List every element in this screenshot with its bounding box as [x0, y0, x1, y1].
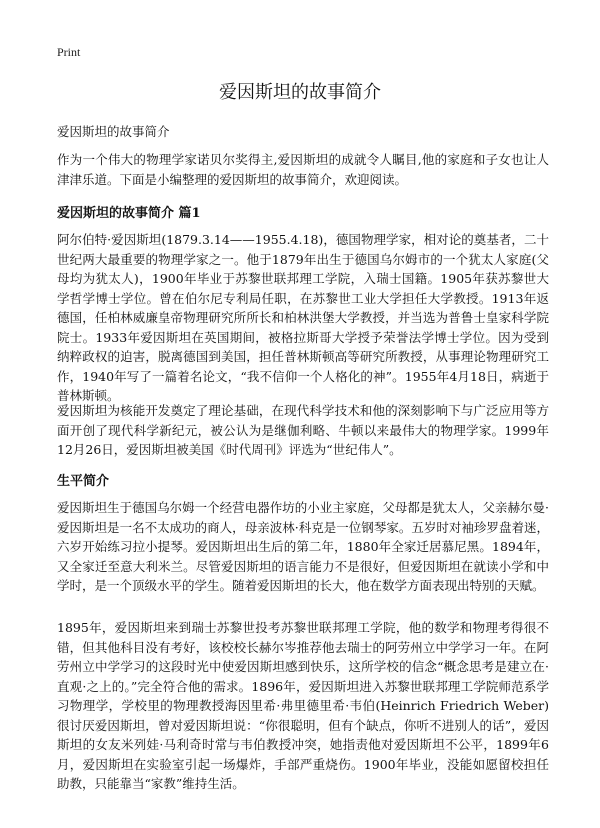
childhood-paragraph: 爱因斯坦生于德国乌尔姆一个经营电器作坊的小业主家庭，父母都是犹太人，父亲赫尔曼·爱因斯坦是一名不太成功的商人，母亲波林·科克是一位钢琴家。五岁时对袖珍罗盘着迷，六岁开始练习拉小提琴。爱因斯坦出生后的第二年，1880年全家迁居慕尼黑。1894年，又全家迁至意大利米兰。尽管爱因斯坦的语言能力不是很好，但爱因斯坦在就读小学和中学时，是一个顶级水平的学生。随着爱因斯坦的长大，他在数学方面表现出特别的天赋。	[57, 500, 549, 593]
section-heading-story: 爱因斯坦的故事简介 篇1	[57, 206, 201, 221]
intro-paragraph: 作为一个伟大的物理学家诺贝尔奖得主,爱因斯坦的成就令人瞩目,他的家庭和子女也让人津津乐道。下面是小编整理的爱因斯坦的故事简介，欢迎阅读。	[57, 152, 549, 187]
education-paragraph: 1895年，爱因斯坦来到瑞士苏黎世投考苏黎世联邦理工学院，他的数学和物理考得很不错，但其他科目没有考好，该校校长赫尔岑推荐他去瑞士的阿劳州立中学学习一年。在阿劳州立中学学习的这段时光中使爱因斯坦感到快乐，这所学校的信念“概念思考是建立在·直观·之上的。”完全符合他的需求。1896年，爱因斯坦进入苏黎世联邦理工学院师范系学习物理学，学校里的物理教授海因里希·弗里德里希·韦伯(Heinrich Friedrich Weber)很讨厌爱因斯坦，曾对爱因斯坦说：“你很聪明，但有个缺点，你听不进别人的话”，爱因斯坦的女友米列娃·马利奇时常与韦伯教授冲突，她指责他对爱因斯坦不公平，1899年6月，爱因斯坦在实验室引起一场爆炸，手部严重烧伤。1900年毕业，没能如愿留校担任助教，只能靠当“家教”维持生活。	[57, 620, 549, 791]
section-heading-life: 生平简介	[57, 474, 110, 489]
subtitle: 爱因斯坦的故事简介	[57, 124, 170, 139]
page-title: 爱因斯坦的故事简介	[219, 82, 381, 103]
biography-paragraph: 阿尔伯特·爱因斯坦(1879.3.14——1955.4.18)，德国物理学家，相对论的奠基者，二十世纪两大最重要的物理学家之一。他于1879年出生于德国乌尔姆市的一个犹太人家庭(父母均为犹太人)，1900年毕业于苏黎世联邦理工学院，入瑞士国籍。1905年获苏黎世大学哲学博士学位。曾在伯尔尼专利局任职，在苏黎世工业大学担任大学教授。1913年返德国，任柏林威廉皇帝物理研究所所长和柏林洪堡大学教授，并当选为普鲁士皇家科学院院士。1933年爱因斯坦在英国期间，被格拉斯哥大学授予荣誉法学博士学位。因为受到纳粹政权的迫害，脱离德国到美国，担任普林斯顿高等研究所教授，从事理论物理研究工作，1940年写了一篇着名论文，“我不信仰一个人格化的神”。1955年4月18日，病逝于普林斯顿。	[57, 232, 549, 403]
legacy-paragraph: 爱因斯坦为核能开发奠定了理论基础，在现代科学技术和他的深刻影响下与广泛应用等方面开创了现代科学新纪元，被公认为是继伽利略、牛顿以来最伟大的物理学家。1999年12月26日，爱因斯坦被美国《时代周刊》评选为“世纪伟人”。	[57, 403, 549, 457]
print-label: Print	[57, 45, 81, 59]
